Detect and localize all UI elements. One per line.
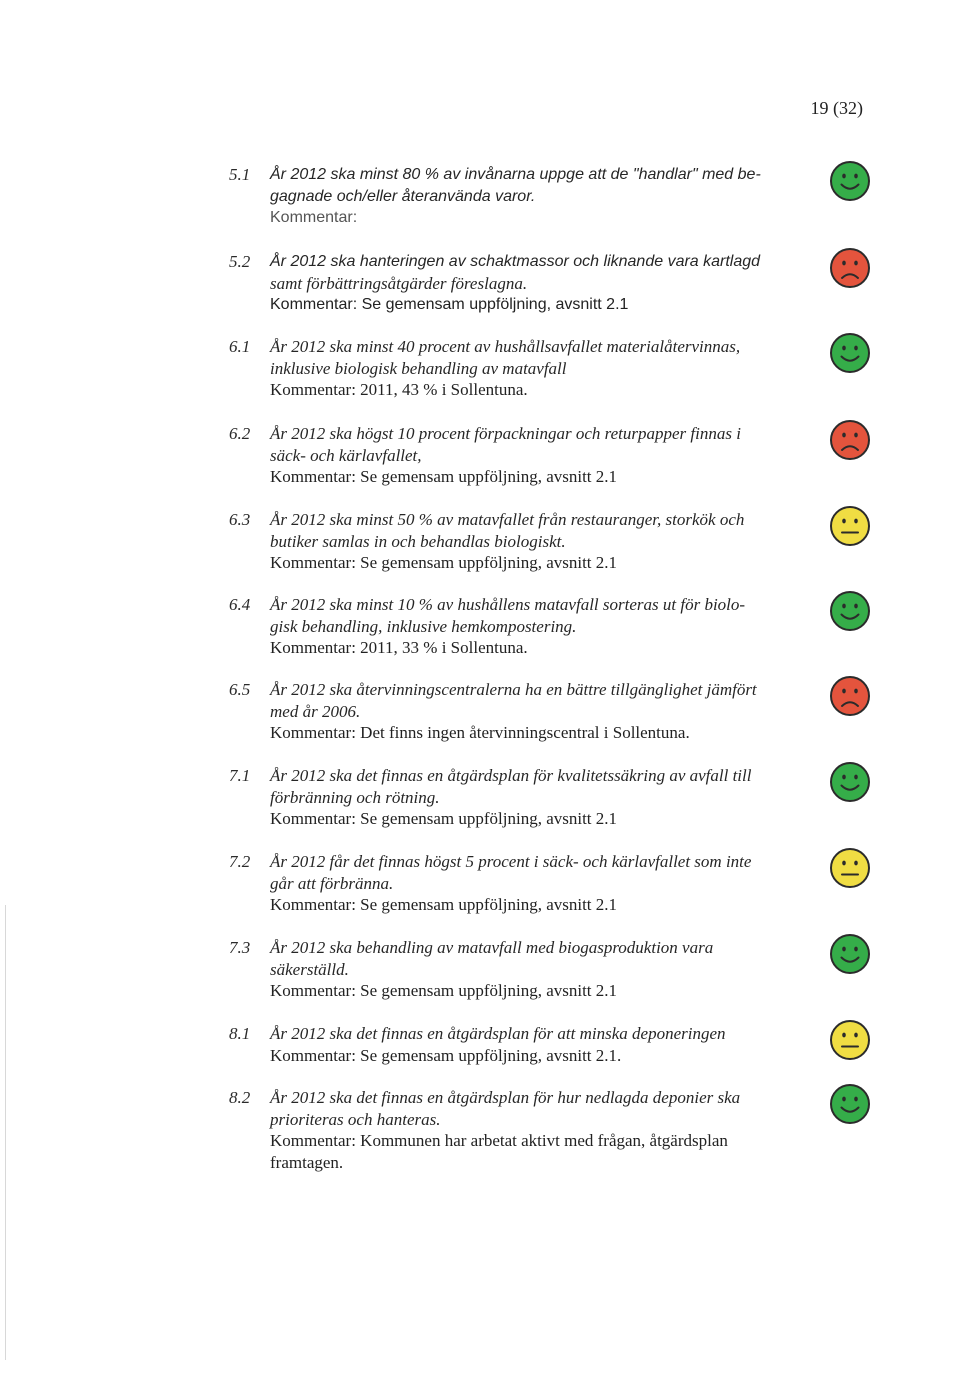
goal-item-6-1 [0,336,960,400]
happy-smiley-icon [829,590,871,632]
happy-smiley-icon [829,761,871,803]
smiley-eye [842,775,846,780]
goal-number: 6.5 [229,680,251,699]
goal-text-block [270,423,820,488]
goal-number: 6.1 [229,337,251,356]
happy-smiley-icon [829,933,871,975]
goal-text-line: gisk behandling, inklusive hemkompostering. [270,616,577,636]
smiley-eye [842,947,846,952]
comment-line: Kommentar: Se gemensam uppföljning, avsnitt 2.1 [270,467,618,487]
smiley-face [831,935,869,973]
smiley-eye [854,346,858,351]
goal-text-block [270,1023,820,1066]
smiley-eye [854,261,858,266]
neutral-smiley-icon [829,847,871,889]
goal-item-6-4 [0,594,960,658]
goal-text-line: År 2012 ska minst 40 procent av hushållsavfallet materialåtervinnas, [270,337,741,356]
smiley-face [831,507,869,545]
goal-text-line: År 2012 ska det finnas en åtgärdsplan för hur nedlagda deponier ska [270,1088,741,1107]
goal-number: 5.1 [229,165,251,184]
smiley-eye [842,689,846,694]
goal-text-line: inklusive biologisk behandling av matavfall [270,358,567,378]
goal-text-line: med år 2006. [270,701,361,721]
goal-item-5-2 [0,251,960,314]
goal-text-block [270,594,820,659]
goal-text-line: År 2012 ska återvinningscentralerna ha en bättre tillgänglighet jämfört [270,680,757,699]
comment-line: Kommentar: Det finns ingen återvinningscentral i Sollentuna. [270,723,690,743]
goal-text-line: År 2012 ska minst 80 % av invånarna uppge att de "handlar" med be- [270,166,761,183]
goal-text-block [270,164,820,229]
smiley-face [831,421,869,459]
goal-text-line: säkerställd. [270,959,349,979]
sad-smiley-icon [829,419,871,461]
smiley-eye [842,346,846,351]
smiley-face [831,1085,869,1123]
smiley-face [831,592,869,630]
goal-text-line: går att förbränna. [270,873,394,893]
smiley-face [831,249,869,287]
goal-number: 8.1 [229,1024,251,1043]
comment-line: Kommentar: Se gemensam uppföljning, avsnitt 2.1 [270,981,618,1001]
smiley-eye [854,861,858,866]
goal-item-6-3 [0,509,960,573]
goal-text-block [270,765,820,830]
smiley-eye [842,1033,846,1038]
smiley-eye [854,775,858,780]
goal-item-6-2 [0,423,960,487]
smiley-eye [842,433,846,438]
goal-number: 6.2 [229,424,251,443]
comment-line: Kommentar: Se gemensam uppföljning, avsnitt 2.1 [270,553,618,573]
scan-edge-line [5,905,6,1360]
goal-item-7-1 [0,765,960,829]
goal-number: 6.4 [229,595,251,614]
smiley-eye [842,604,846,609]
goal-text-block [270,679,820,744]
goal-text-line: År 2012 ska högst 10 procent förpackningar och returpapper finnas i [270,424,741,443]
happy-smiley-icon [829,160,871,202]
smiley-face [831,849,869,887]
smiley-eye [842,861,846,866]
smiley-eye [842,1097,846,1102]
goal-text-block [270,336,820,401]
smiley-eye [854,519,858,524]
comment-line: Kommentar: Se gemensam uppföljning, avsnitt 2.1. [270,1045,622,1065]
goal-item-8-2 [0,1087,960,1172]
goal-item-7-3 [0,937,960,1001]
smiley-face [831,334,869,372]
goal-text-block [270,1087,820,1173]
goal-text-block [270,251,820,316]
goal-text-line: gagnade och/eller återanvända varor. [270,187,536,205]
goal-text-line: År 2012 ska det finnas en åtgärdsplan för att minska deponeringen [270,1024,726,1043]
neutral-smiley-icon [829,1019,871,1061]
goal-text-block [270,509,820,574]
smiley-face [831,677,869,715]
goal-text-line: säck- och kärlavfallet, [270,445,422,465]
goal-text-line: År 2012 ska minst 50 % av matavfallet från restauranger, storkök och [270,510,745,529]
smiley-eye [854,174,858,179]
comment-line: Kommentar: 2011, 33 % i Sollentuna. [270,638,528,658]
goal-text-line: År 2012 ska minst 10 % av hushållens matavfall sorteras ut för biolo- [270,595,746,614]
comment-line: Kommentar: [270,209,358,227]
smiley-eye [854,604,858,609]
comment-line: Kommentar: Se gemensam uppföljning, avsnitt 2.1 [270,809,618,829]
smiley-eye [842,519,846,524]
comment-line: Kommentar: Kommunen har arbetat aktivt med frågan, åtgärdsplan [270,1131,728,1151]
smiley-eye [854,1033,858,1038]
comment-line: Kommentar: Se gemensam uppföljning, avsnitt 2.1 [270,895,618,915]
goal-number: 7.3 [229,938,251,957]
goal-number: 5.2 [229,252,251,271]
smiley-face [831,763,869,801]
goal-number: 7.1 [229,766,251,785]
goal-text-line: År 2012 ska det finnas en åtgärdsplan för kvalitetssäkring av avfall till [270,766,752,785]
smiley-eye [842,174,846,179]
goal-text-block [270,937,820,1002]
sad-smiley-icon [829,675,871,717]
smiley-eye [854,689,858,694]
goal-text-line: År 2012 får det finnas högst 5 procent i säck- och kärlavfallet som inte [270,852,752,871]
comment-line: Kommentar: 2011, 43 % i Sollentuna. [270,380,528,400]
goal-item-7-2 [0,851,960,915]
goal-item-6-5 [0,679,960,743]
goal-item-8-1 [0,1023,960,1065]
happy-smiley-icon [829,1083,871,1125]
smiley-face [831,162,869,200]
goal-text-line: År 2012 ska hanteringen av schaktmassor och liknande vara kartlagd [270,253,761,270]
sad-smiley-icon [829,247,871,289]
goal-number: 7.2 [229,852,251,871]
goal-number: 6.3 [229,510,251,529]
goal-text-line: prioriteras och hanteras. [270,1109,441,1129]
smiley-eye [854,947,858,952]
page-number: 19 (32) [810,98,863,118]
goal-text-line: År 2012 ska behandling av matavfall med biogasproduktion vara [270,938,714,957]
smiley-face [831,1021,869,1059]
goal-text-block [270,851,820,916]
goal-text-line: samt förbättringsåtgärder föreslagna. [270,273,528,293]
comment-line: framtagen. [270,1152,344,1172]
goal-number: 8.2 [229,1088,251,1107]
goal-item-5-1 [0,164,960,227]
happy-smiley-icon [829,332,871,374]
smiley-eye [842,261,846,266]
smiley-eye [854,433,858,438]
neutral-smiley-icon [829,505,871,547]
goal-text-line: butiker samlas in och behandlas biologiskt. [270,531,566,551]
goal-text-line: förbränning och rötning. [270,787,440,807]
comment-line: Kommentar: Se gemensam uppföljning, avsnitt 2.1 [270,296,629,314]
smiley-eye [854,1097,858,1102]
